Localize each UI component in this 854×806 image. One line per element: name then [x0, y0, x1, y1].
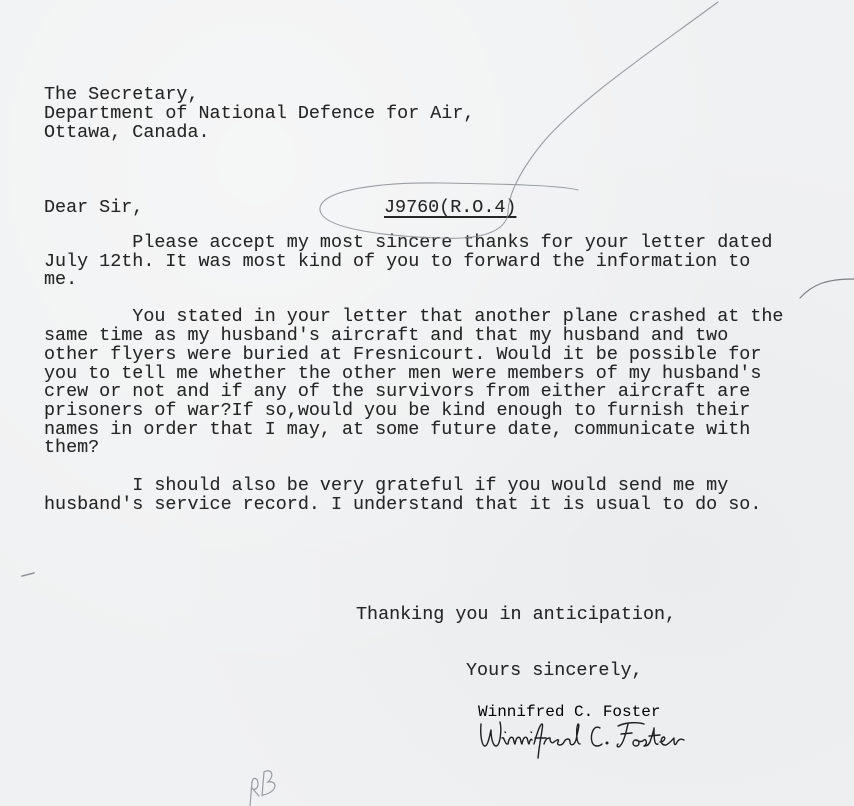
- valediction: Yours sincerely,: [466, 660, 643, 681]
- signature-text: Winnifred C. Foster: [478, 703, 661, 721]
- paragraph-line: you to tell me whether the other men were members of my husband's: [44, 363, 762, 384]
- paragraph-line: July 12th. It was most kind of you to forward the information to: [44, 251, 751, 272]
- paragraph-line: them?: [44, 437, 100, 458]
- initials-rb-mark: [250, 771, 275, 806]
- pencil-margin-dash: [22, 573, 34, 576]
- paragraph-line: I should also be very grateful if you would send me my: [44, 475, 729, 496]
- salutation: Dear Sir,: [44, 197, 144, 218]
- paragraph-line: You stated in your letter that another plane crashed at the: [44, 306, 784, 327]
- paragraph-line: same time as my husband's aircraft and that my husband and two: [44, 325, 729, 346]
- paragraph-line: names in order that I may, at some future date, communicate with: [44, 419, 751, 440]
- paragraph-line: Please accept my most sincere thanks for your letter dated: [44, 232, 773, 253]
- reference-number: J9760(R.O.4): [384, 197, 517, 218]
- paragraph-line: me.: [44, 269, 78, 290]
- paragraph-line: other flyers were buried at Fresnicourt. Would it be possible for: [44, 344, 762, 365]
- paragraph-line: crew or not and if any of the survivors from either aircraft are: [44, 381, 751, 402]
- pencil-edge-mark: [800, 279, 854, 298]
- paragraph-line: husband's service record. I understand that it is usual to do so.: [44, 494, 762, 515]
- recipient-line-1: The Secretary,: [44, 84, 199, 105]
- paragraph-line: prisoners of war?If so,would you be kind enough to furnish their: [44, 400, 751, 421]
- initials-text: [0, 0, 1, 1]
- recipient-line-2: Department of National Defence for Air,: [44, 103, 475, 124]
- recipient-line-3: Ottawa, Canada.: [44, 122, 210, 143]
- handwritten-signature: [478, 703, 698, 766]
- closing-line: Thanking you in anticipation,: [356, 604, 677, 625]
